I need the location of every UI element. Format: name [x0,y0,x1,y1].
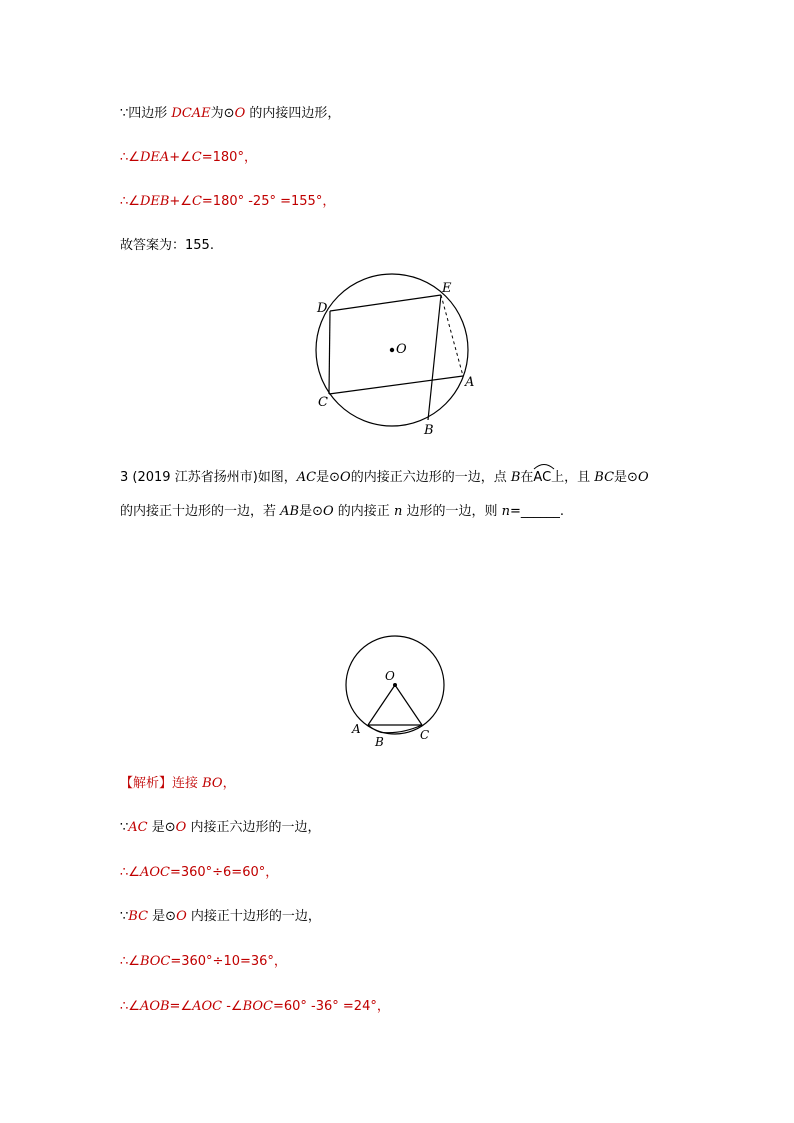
text: +∠ [169,150,192,165]
label-e: E [442,281,452,296]
label-o: O [385,669,395,683]
label-d: D [317,301,328,316]
text: 内接正十边形的一边， [186,909,321,924]
text: 边形的一边，则 [402,504,502,519]
solution-heading [120,776,236,792]
quad-name: DCAE [171,106,211,121]
segment-dc [329,311,330,394]
text: +∠ [169,194,192,209]
text: ∴∠ [120,194,140,209]
solution-line-2 [120,865,278,881]
circle-name: O [176,909,187,924]
segment-eb [428,295,441,420]
label-b: B [424,423,434,438]
text: -∠ [222,999,243,1014]
center-point [390,348,394,352]
text: ∵ [120,820,129,835]
circle-name: O [234,106,246,121]
solution-line-3 [120,909,321,925]
answer-blank: =______. [509,504,564,519]
label-c: C [420,728,430,742]
angle-name: C [191,150,202,165]
label-a: A [352,722,361,736]
text: =180° -25° =155°， [201,194,336,209]
angle-name: BOC [139,954,171,969]
segments-ab-bc [368,725,422,733]
text: =180°， [201,150,257,165]
reasoning-line-3 [120,194,335,210]
answer-line: 故答案为：155. [120,238,214,253]
text: 是⊙ [316,470,341,485]
text: =360°÷6=60°， [169,865,279,880]
angle-name: AOB [139,999,170,1014]
angle-name: AOC [192,999,223,1014]
solution-line-5 [120,999,390,1015]
circle-name: O [175,820,187,835]
reasoning-line-1 [120,106,340,122]
variable-n: n [501,504,510,519]
angle-name: DEB [139,194,170,209]
text: 上，且 [551,470,595,485]
text: 为⊙ [210,106,235,121]
angle-name: C [191,194,202,209]
segment-de [330,295,441,311]
label-c: C [318,395,328,410]
text: =∠ [169,999,193,1014]
text: 的内接正十边形的一边，若 [120,504,281,519]
segment-name: BC [594,470,615,485]
text: 是⊙ [614,470,638,485]
circle-name: O [340,470,351,485]
text: 的内接四边形， [245,106,341,121]
segment-oc [395,685,422,725]
solution-line-1 [120,820,320,836]
arc-label: AC [533,470,552,485]
text: ， [222,776,236,791]
arc-icon [533,462,555,470]
text: 是⊙ [148,909,177,924]
text: =360°÷10=36°， [170,954,287,969]
text: 是⊙ [299,504,323,519]
text: ∵四边形 [120,106,172,121]
reasoning-line-2 [120,150,257,166]
figure-1-diagram [300,270,500,440]
segment-name: BO [202,776,223,791]
angle-name: BOC [242,999,273,1014]
label-o: O [396,342,407,357]
text: 3 (2019 江苏省扬州市)如图， [120,470,297,485]
point-name: B [510,470,521,485]
text: 内接正六边形的一边， [186,820,321,835]
label-b: B [375,735,384,749]
segment-name: AC [296,470,317,485]
text: 在 [520,470,534,485]
circle-name: O [637,470,649,485]
label-a: A [465,375,475,390]
text: ∴∠ [120,999,140,1014]
segment-name: BC [128,909,149,924]
text: 【解析】连接 [120,776,203,791]
solution-line-4 [120,954,287,970]
text: ∴∠ [120,865,140,880]
text: ∴∠ [120,954,140,969]
arc-ac [533,470,551,486]
figure-2-diagram [340,630,460,755]
segment-oa [368,685,395,725]
text: 的内接正六边形的一边，点 [350,470,511,485]
question-3-line-1 [120,470,649,486]
segment-name: AB [280,504,300,519]
text: 的内接正 [333,504,394,519]
text: 是⊙ [147,820,176,835]
text: ∵ [120,909,129,924]
angle-name: AOC [139,865,170,880]
segment-ea-dashed [441,295,463,376]
segment-ca [329,376,463,394]
question-3-line-2 [120,504,564,520]
text: ∴∠ [120,150,140,165]
circle-name: O [323,504,334,519]
angle-name: DEA [139,150,170,165]
text: =60° -36° =24°， [272,999,390,1014]
variable-n: n [393,504,403,519]
center-point [393,683,397,687]
segment-name: AC [128,820,148,835]
